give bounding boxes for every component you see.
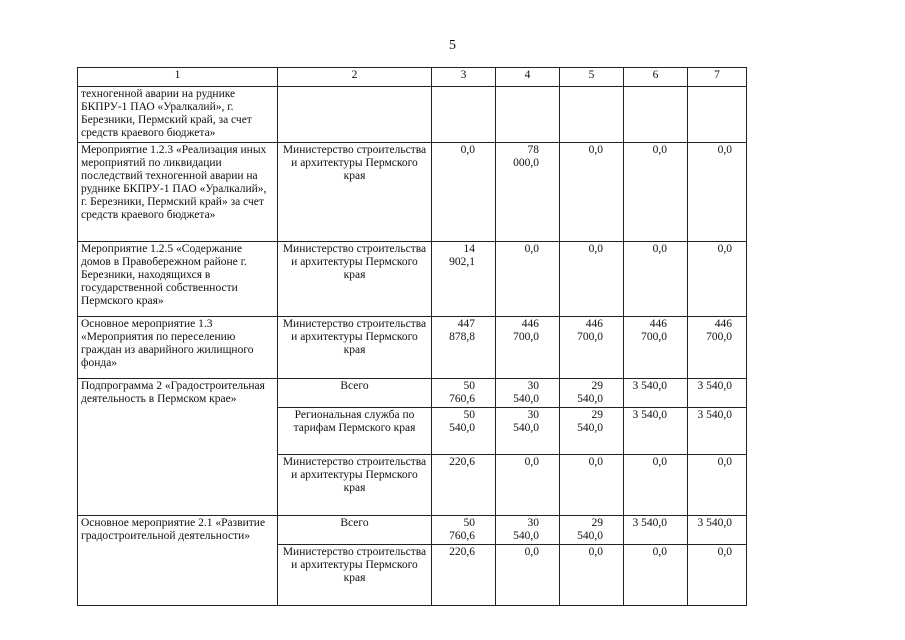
value-cell: 0,0: [688, 545, 747, 606]
value-cell: 50 540,0: [432, 408, 496, 455]
value-cell: 0,0: [624, 545, 688, 606]
value-cell: [432, 87, 496, 143]
value-cell: 30 540,0: [496, 408, 560, 455]
activity-name: Мероприятие 1.2.5 «Содержание домов в Правобережном районе г. Березники, находящихся в государственной собственности Пермского края»: [78, 242, 278, 317]
value-cell: [560, 87, 624, 143]
value-cell: 0,0: [496, 545, 560, 606]
page-number: 5: [449, 38, 456, 53]
table-row: [78, 143, 747, 242]
value-cell: 446 700,0: [560, 317, 624, 379]
value-cell: 446 700,0: [624, 317, 688, 379]
value-cell: 3 540,0: [688, 379, 747, 408]
responsible-executor: Министерство строительства и архитектуры Пермского края: [278, 455, 432, 516]
value-cell: 0,0: [560, 545, 624, 606]
value-cell: 446 700,0: [688, 317, 747, 379]
activity-name: Подпрограмма 2 «Градостроительная деятельность в Пермском крае»: [78, 379, 278, 516]
value-cell: 14 902,1: [432, 242, 496, 317]
value-cell: [688, 87, 747, 143]
value-cell: 0,0: [624, 242, 688, 317]
responsible-executor: Министерство строительства и архитектуры Пермского края: [278, 545, 432, 606]
value-cell: 50 760,6: [432, 379, 496, 408]
column-header: 1: [78, 68, 278, 87]
value-cell: 0,0: [560, 242, 624, 317]
table-row: [78, 516, 747, 545]
value-cell: 0,0: [560, 455, 624, 516]
value-cell: 3 540,0: [688, 516, 747, 545]
value-cell: 3 540,0: [688, 408, 747, 455]
activity-name: техногенной аварии на руднике БКПРУ-1 ПАО «Уралкалий», г. Березники, Пермский край, за счет средств краевого бюджета»: [78, 87, 278, 143]
responsible-executor: Региональная служба по тарифам Пермского края: [278, 408, 432, 455]
value-cell: 50 760,6: [432, 516, 496, 545]
table-row: [78, 87, 747, 143]
activity-name: Мероприятие 1.2.3 «Реализация иных мероприятий по ликвидации последствий техногенной аварии на руднике БКПРУ-1 ПАО «Уралкалий», г. Березники, Пермский край» за счет средств краевого бюджета»: [78, 143, 278, 242]
value-cell: 0,0: [688, 143, 747, 242]
value-cell: 446 700,0: [496, 317, 560, 379]
value-cell: 29 540,0: [560, 408, 624, 455]
value-cell: 78 000,0: [496, 143, 560, 242]
value-cell: 29 540,0: [560, 379, 624, 408]
budget-table: [77, 67, 747, 606]
column-header: 3: [432, 68, 496, 87]
value-cell: 0,0: [560, 143, 624, 242]
value-cell: 0,0: [432, 143, 496, 242]
value-cell: [496, 87, 560, 143]
value-cell: 3 540,0: [624, 516, 688, 545]
responsible-executor: Министерство строительства и архитектуры Пермского края: [278, 242, 432, 317]
value-cell: 0,0: [496, 242, 560, 317]
value-cell: 0,0: [688, 455, 747, 516]
value-cell: 30 540,0: [496, 516, 560, 545]
responsible-executor: Всего: [278, 516, 432, 545]
value-cell: 30 540,0: [496, 379, 560, 408]
table-row: [78, 379, 747, 408]
column-header: 2: [278, 68, 432, 87]
column-number-row: [78, 68, 747, 87]
value-cell: 0,0: [496, 455, 560, 516]
responsible-executor: [278, 87, 432, 143]
table-row: [78, 317, 747, 379]
column-header: 4: [496, 68, 560, 87]
column-header: 6: [624, 68, 688, 87]
responsible-executor: Министерство строительства и архитектуры Пермского края: [278, 317, 432, 379]
value-cell: 220,6: [432, 545, 496, 606]
responsible-executor: Всего: [278, 379, 432, 408]
value-cell: 220,6: [432, 455, 496, 516]
activity-name: Основное мероприятие 1.3 «Мероприятия по переселению граждан из аварийного жилищного фонда»: [78, 317, 278, 379]
value-cell: 3 540,0: [624, 379, 688, 408]
value-cell: 0,0: [624, 455, 688, 516]
value-cell: 0,0: [688, 242, 747, 317]
value-cell: 0,0: [624, 143, 688, 242]
value-cell: 29 540,0: [560, 516, 624, 545]
value-cell: 447 878,8: [432, 317, 496, 379]
responsible-executor: Министерство строительства и архитектуры Пермского края: [278, 143, 432, 242]
column-header: 7: [688, 68, 747, 87]
table-row: [78, 242, 747, 317]
value-cell: 3 540,0: [624, 408, 688, 455]
value-cell: [624, 87, 688, 143]
column-header: 5: [560, 68, 624, 87]
activity-name: Основное мероприятие 2.1 «Развитие градостроительной деятельности»: [78, 516, 278, 606]
